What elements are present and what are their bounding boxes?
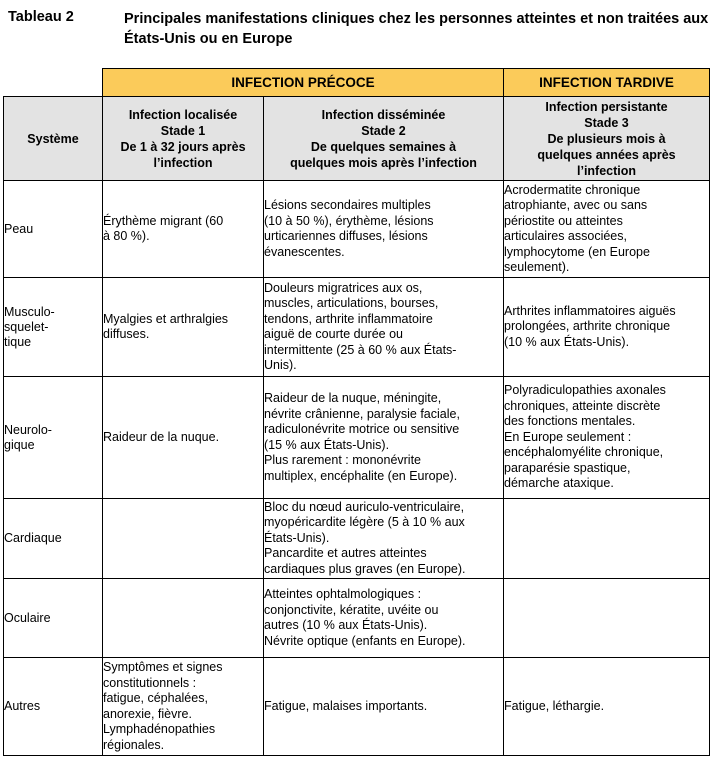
system-cell: Peau [4,181,103,278]
table-row [4,579,710,658]
stage3-cell [504,579,710,658]
table-row [4,181,710,278]
corner-cell [4,69,103,97]
system-cell: Autres [4,658,103,756]
table-title: Principales manifestations cliniques chez les personnes atteintes et non traitées aux États-Unis ou en Europe [124,11,709,47]
table-number: Tableau 2 [8,9,74,25]
stage3-cell: Acrodermatite chronique atrophiante, avec ou sans périostite ou atteintes articulaires associées, lymphocytome (en Europe seulement). [504,181,710,278]
clinical-manifestations-table [3,68,710,756]
stage-1-header: Infection localisée Stade 1 De 1 à 32 jours après l’infection [103,97,264,181]
system-column-header: Système [4,97,103,181]
stage2-cell: Bloc du nœud auriculo-ventriculaire, myopéricardite légère (5 à 10 % aux États-Unis). Pancardite et autres atteintes cardiaques plus graves (en Europe). [264,499,504,579]
stage2-cell: Douleurs migratrices aux os, muscles, articulations, bourses, tendons, arthrite inflammatoire aiguë de courte durée ou intermittente (25 à 60 % aux États- Unis). [264,278,504,377]
system-cell: Musculo- squelet- tique [4,278,103,377]
system-cell: Cardiaque [4,499,103,579]
stage3-cell: Arthrites inflammatoires aiguës prolongées, arthrite chronique (10 % aux États-Unis). [504,278,710,377]
stage3-cell [504,499,710,579]
table-row [4,499,710,579]
stage1-cell [103,499,264,579]
stage2-cell: Lésions secondaires multiples (10 à 50 %), érythème, lésions urticariennes diffuses, lésions évanescentes. [264,181,504,278]
stage1-cell: Érythème migrant (60 à 80 %). [103,181,264,278]
system-cell: Oculaire [4,579,103,658]
group-header-late: INFECTION TARDIVE [504,69,710,97]
table-row [4,377,710,499]
stage1-cell: Symptômes et signes constitutionnels : fatigue, céphalées, anorexie, fièvre. Lymphadénopathies régionales. [103,658,264,756]
stage3-cell: Polyradiculopathies axonales chroniques, atteinte discrète des fonctions mentales. En Europe seulement : encéphalomyélite chronique, paraparésie spastique, démarche ataxique. [504,377,710,499]
stage1-cell: Raideur de la nuque. [103,377,264,499]
stage2-cell: Fatigue, malaises importants. [264,658,504,756]
stage1-cell [103,579,264,658]
stage2-cell: Atteintes ophtalmologiques : conjonctivite, kératite, uvéite ou autres (10 % aux États-Unis). Névrite optique (enfants en Europe). [264,579,504,658]
stage2-cell: Raideur de la nuque, méningite, névrite crânienne, paralysie faciale, radiculonévrite motrice ou sensitive (15 % aux États-Unis). Plus rarement : mononévrite multiplex, encéphalite (en Europe). [264,377,504,499]
stage3-cell: Fatigue, léthargie. [504,658,710,756]
table-row [4,658,710,756]
stage-2-header: Infection disséminée Stade 2 De quelques semaines à quelques mois après l’infection [264,97,504,181]
system-cell: Neurolo- gique [4,377,103,499]
stage1-cell: Myalgies et arthralgies diffuses. [103,278,264,377]
table-row [4,278,710,377]
stage-3-header: Infection persistante Stade 3 De plusieurs mois à quelques années après l’infection [504,97,710,181]
group-header-early: INFECTION PRÉCOCE [103,69,504,97]
